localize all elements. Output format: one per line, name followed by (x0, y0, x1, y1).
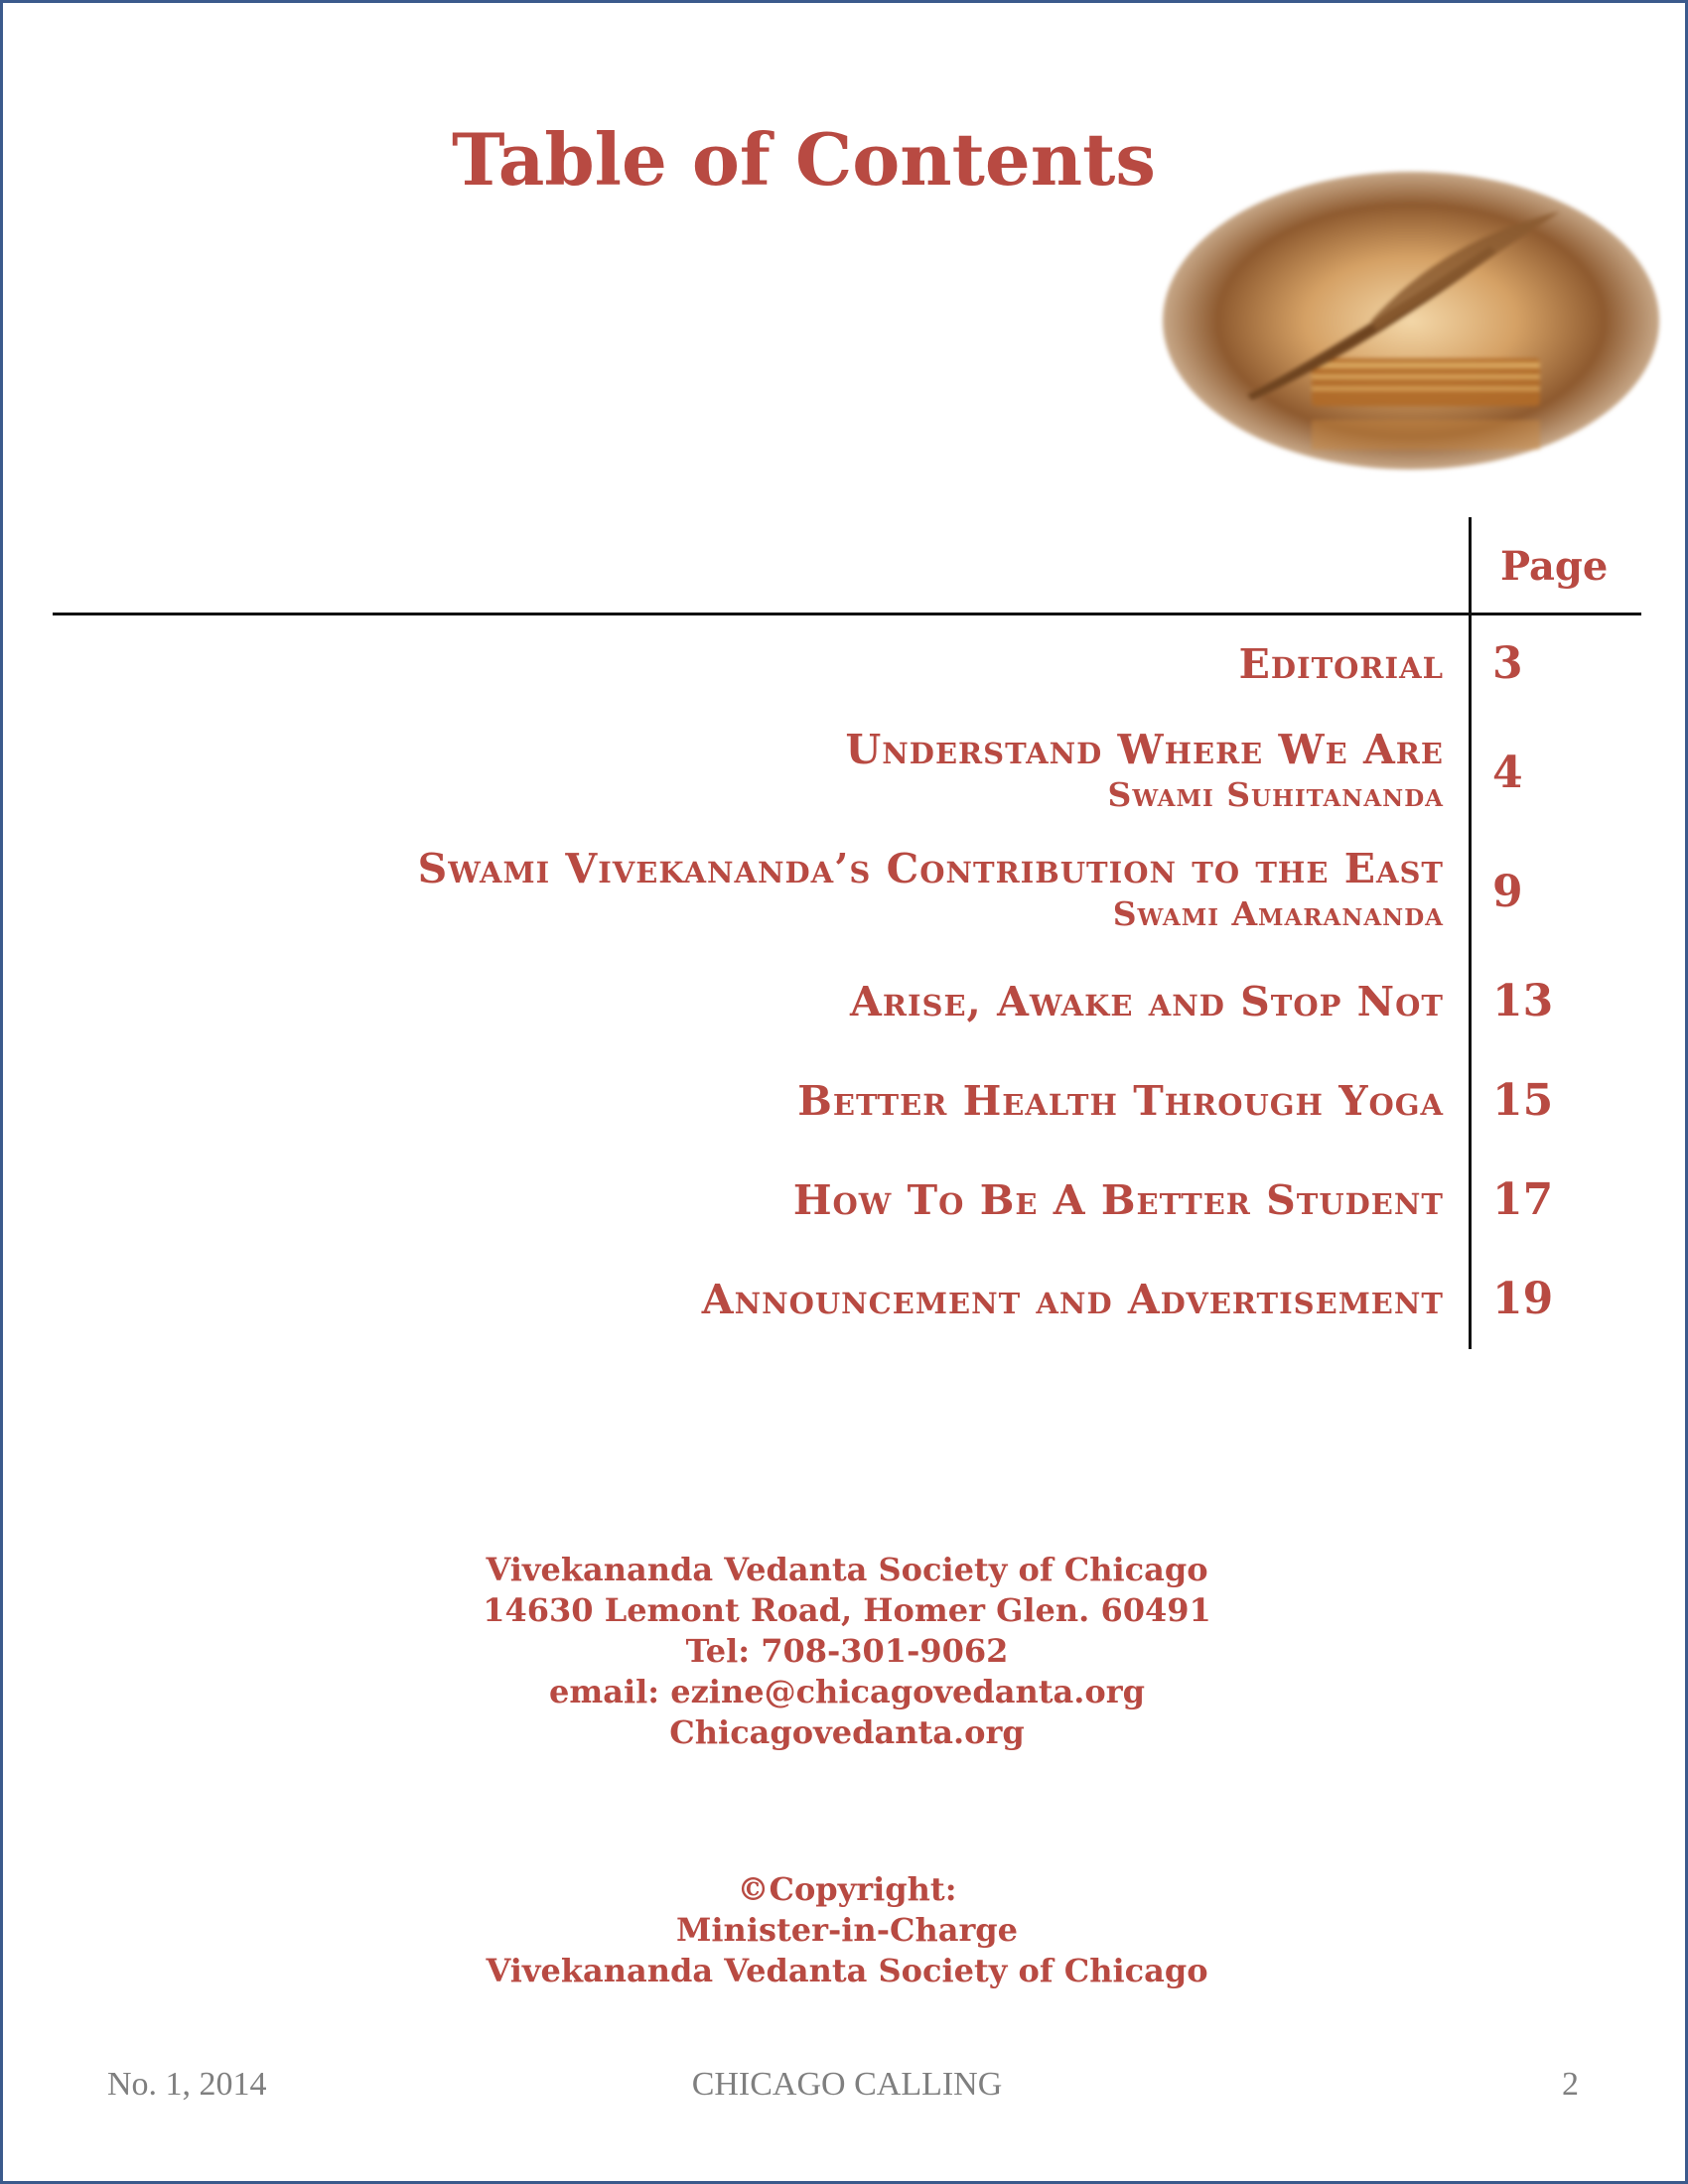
toc-page-column-header: Page (1500, 543, 1609, 590)
toc-entry-editorial[interactable] (1239, 640, 1444, 688)
footer-page-number: 2 (1562, 2066, 1579, 2103)
toc-horizontal-rule (53, 613, 1641, 615)
toc-entry-page: 17 (1492, 1174, 1554, 1225)
toc-entry-page: 19 (1492, 1274, 1554, 1324)
toc-entry-author: Swami Suhitananda (1107, 775, 1444, 814)
contact-email[interactable]: email: ezine@chicagovedanta.org (549, 1673, 1145, 1710)
toc-entry-announcement[interactable] (702, 1276, 1444, 1323)
copyright-block (3, 1869, 1688, 1991)
footer-issue: No. 1, 2014 (107, 2066, 267, 2103)
toc-entry-page: 9 (1492, 867, 1523, 917)
contact-website[interactable]: Chicagovedanta.org (669, 1713, 1025, 1751)
toc-entry-page: 15 (1492, 1075, 1554, 1126)
toc-entry-title: Better Health Through Yoga (797, 1077, 1444, 1125)
toc-entry-page: 3 (1492, 638, 1523, 689)
copyright-label: ©Copyright: (737, 1870, 957, 1908)
toc-entry-vivekananda-contribution[interactable] (418, 845, 1444, 933)
toc-entry-author: Swami Amarananda (1112, 894, 1444, 933)
toc-entry-arise-awake[interactable] (850, 978, 1444, 1025)
contact-block (3, 1550, 1688, 1753)
toc-entry-title: Arise, Awake and Stop Not (850, 978, 1444, 1025)
footer-publication: CHICAGO CALLING (691, 2066, 1003, 2103)
toc-entry-title: Announcement and Advertisement (701, 1276, 1444, 1323)
toc-entry-page: 13 (1492, 976, 1554, 1026)
page-title: Table of Contents (452, 117, 1156, 202)
toc-entry-page: 4 (1492, 748, 1523, 798)
toc-entry-title: How To Be A Better Student (792, 1176, 1444, 1224)
quill-icon (1163, 172, 1659, 470)
copyright-org: Vivekananda Vedanta Society of Chicago (486, 1952, 1208, 1989)
toc-entry-understand-where-we-are[interactable] (846, 726, 1444, 814)
toc-vertical-rule (1469, 517, 1472, 1349)
contact-address: 14630 Lemont Road, Homer Glen. 60491 (483, 1591, 1211, 1629)
toc-entry-title: Swami Vivekananda’s Contribution to the East (417, 845, 1444, 892)
copyright-holder: Minister-in-Charge (675, 1911, 1019, 1949)
toc-entry-title: Understand Where We Are (845, 726, 1444, 773)
quill-and-book-image (1163, 172, 1659, 470)
toc-entry-better-health[interactable] (797, 1077, 1444, 1125)
toc-entry-title: Editorial (1238, 640, 1444, 688)
toc-entry-better-student[interactable] (793, 1176, 1444, 1224)
contact-org: Vivekananda Vedanta Society of Chicago (486, 1551, 1208, 1588)
contact-tel: Tel: 708-301-9062 (685, 1632, 1009, 1670)
